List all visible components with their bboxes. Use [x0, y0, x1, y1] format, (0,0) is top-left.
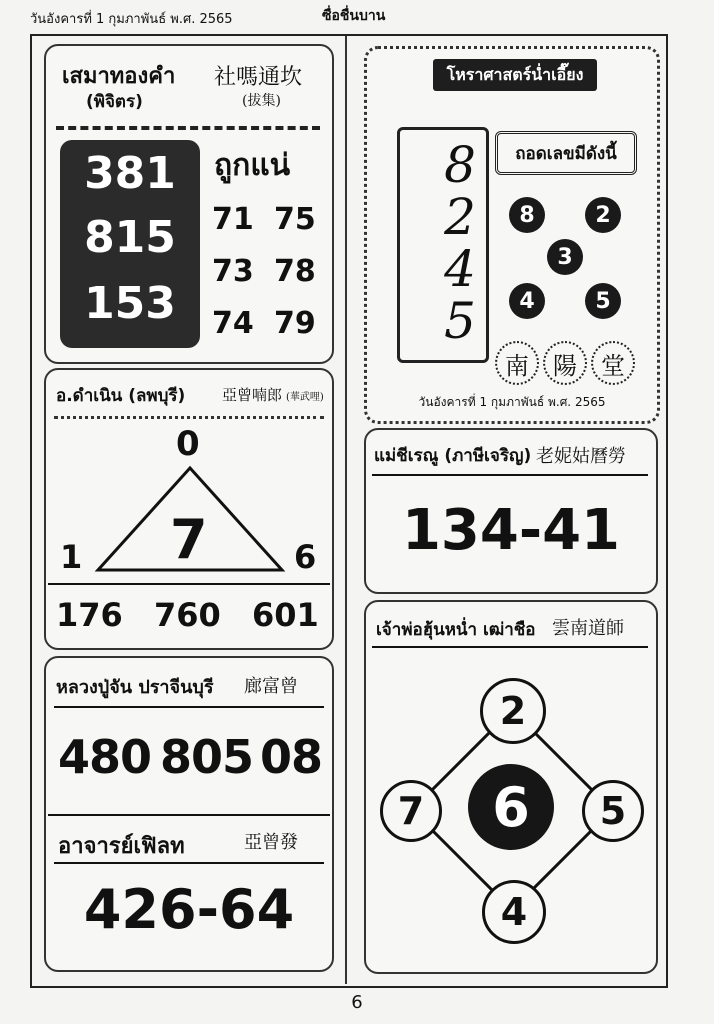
box3-number-2: 805 [160, 730, 254, 784]
pair-1b: 75 [274, 202, 316, 237]
box4-rule [54, 862, 324, 864]
seal-char-1: 南 [495, 341, 539, 385]
box6-rule [372, 474, 648, 476]
box-horasat-namiang [364, 46, 660, 424]
decode-circle-1: 8 [509, 197, 545, 233]
box3-number-3: 08 [260, 730, 323, 784]
pair-3a: 74 [212, 306, 254, 341]
diamond-bottom: 4 [482, 880, 546, 944]
seal-char-2: 陽 [543, 341, 587, 385]
decode-circle-2: 2 [585, 197, 621, 233]
pair-2b: 78 [274, 254, 316, 289]
main-number-3: 153 [84, 278, 176, 329]
box5-title-bar [433, 59, 597, 91]
box-ajarn-damnoen [44, 368, 334, 650]
box3-rule [54, 706, 324, 708]
diamond-right: 5 [582, 780, 644, 842]
box4-number: 426-64 [83, 878, 295, 941]
diamond-top: 2 [480, 678, 546, 744]
triangle-left: 1 [60, 538, 83, 576]
diamond-left: 7 [380, 780, 442, 842]
box6-chinese: 老妮姑曆勞 [536, 446, 626, 467]
box7-title: เจ้าพ่อฮุ้นหน่ำ เฒ่าชือ [376, 620, 536, 640]
triangle-top: 0 [176, 424, 200, 464]
box3-number-1: 480 [58, 730, 152, 784]
bottom-number-2: 760 [154, 596, 221, 634]
pair-3b: 79 [274, 306, 316, 341]
box2-chinese: 亞曾喃郎 [222, 386, 283, 404]
publication-logo: ซื่อชื่นบาน [322, 8, 386, 24]
decode-circle-5: 5 [585, 283, 621, 319]
page-number: 6 [351, 992, 363, 1013]
box5-date: วันอังคารที่ 1 กุมภาพันธ์ พ.ศ. 2565 [418, 395, 606, 409]
box3-title: หลวงปู่จัน ปราจีนบุรี [56, 677, 214, 698]
pair-2a: 73 [212, 254, 254, 289]
box3-box4-separator [48, 814, 330, 816]
decode-label-box [495, 131, 637, 175]
vertical-digits: 8245 [431, 136, 489, 344]
box1-main-panel [60, 140, 200, 348]
box1-dashed-rule [56, 126, 320, 130]
column-divider [345, 36, 347, 984]
pair-1a: 71 [212, 202, 254, 237]
decode-circle-4: 4 [509, 283, 545, 319]
box-chaopho-hun-nam [364, 600, 658, 974]
issue-date: วันอังคารที่ 1 กุมภาพันธ์ พ.ศ. 2565 [30, 12, 233, 27]
box1-title: เสมาทองคำ [62, 64, 176, 89]
bottom-number-1: 176 [56, 596, 123, 634]
box6-number: 134-41 [401, 498, 621, 563]
seal-char-3: 堂 [591, 341, 635, 385]
box6-title: แม่ชีเรณู (ภาษีเจริญ) [374, 446, 532, 466]
main-number-1: 381 [84, 148, 176, 199]
decode-circle-3: 3 [547, 239, 583, 275]
triangle-right: 6 [294, 538, 317, 576]
box3-chinese: 廊富曾 [244, 676, 298, 697]
box1-subtitle: (พิจิตร) [86, 92, 143, 112]
bottom-number-3: 601 [252, 596, 319, 634]
box4-chinese: 亞曾發 [244, 832, 298, 853]
box2-title: อ.ดำเนิน (ลพบุรี) [56, 386, 186, 406]
sure-label: ถูกแน่ [214, 148, 291, 183]
diamond-center: 6 [468, 764, 554, 850]
box2-chinese-sub: (華武哩) [286, 392, 324, 403]
triangle-center: 7 [170, 508, 208, 571]
box-luangpu-jan [44, 656, 334, 972]
box1-chinese: 社嗎通坎 [214, 65, 303, 90]
box-maechi-renu [364, 428, 658, 594]
main-number-2: 815 [84, 212, 176, 263]
box1-chinese-sub: (拔集) [242, 93, 281, 109]
box-sema-thongkham [44, 44, 334, 364]
box4-title: อาจารย์เฟิลท [58, 834, 185, 859]
vertical-digits-panel [397, 127, 489, 363]
decode-label: ถอดเลขมีดังนี้ [515, 144, 617, 164]
box5-title: โหราศาสตร์น่ำเอี๊ยง [446, 65, 584, 84]
box7-chinese: 雲南道師 [552, 618, 624, 639]
